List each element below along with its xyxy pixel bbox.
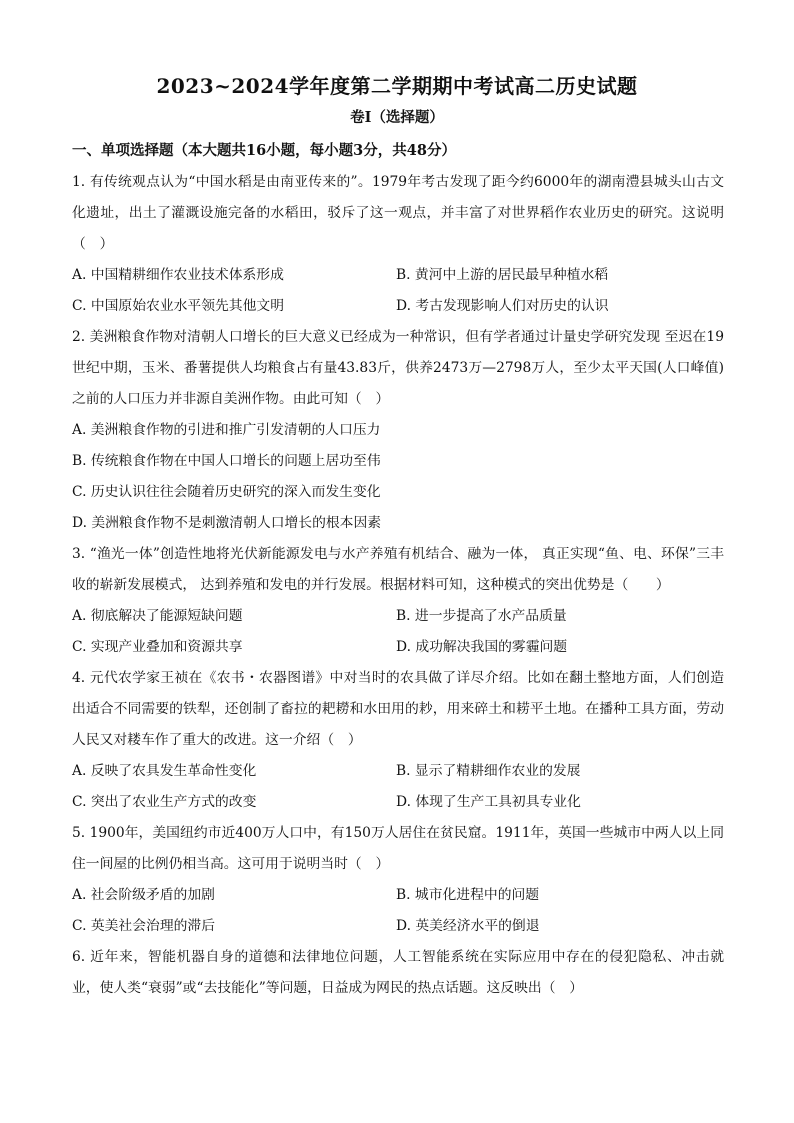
question-6	[72, 942, 724, 1004]
question-stem: 3. “渔光一体”创造性地将光伏新能源发电与水产养殖有机结合、融为一体， 真正实现“鱼、电、环保”三丰收的崭新发展模式， 达到养殖和发电的并行发展。根据材料可知，这种模式的突出优势是（ ）	[72, 546, 724, 593]
option-list	[72, 601, 724, 663]
page-title: 2023~2024学年度第二学期期中考试高二历史试题	[156, 74, 638, 98]
question-stem: 4. 元代农学家王祯在《农书・农器图谱》中对当时的农具做了详尽介绍。比如在翻土整地方面，人们创造出适合不同需要的铁犁，还创制了畜拉的耙耮和水田用的耖，用来碎土和耢平土地。在播种工具方面，劳动人民又对耧车作了重大的改进。这一介绍（ ）	[72, 670, 724, 748]
option-c: C. 英美社会治理的滞后	[72, 918, 216, 934]
option-c: C. 突出了农业生产方式的改变	[72, 794, 257, 810]
option-list	[72, 756, 724, 818]
question-4	[72, 663, 724, 818]
section-heading: 一、单项选择题（本大题共16小题，每小题3分，共48分）	[72, 142, 456, 159]
option-c: C. 历史认识往往会随着历史研究的深入而发生变化	[72, 484, 381, 500]
option-a: A. 反映了农具发生革命性变化	[72, 763, 257, 779]
option-d: D. 美洲粮食作物不是刺激清朝人口增长的根本因素	[72, 515, 382, 531]
option-c: C. 实现产业叠加和资源共享	[72, 639, 243, 655]
option-b: B. 显示了精耕细作农业的发展	[396, 763, 581, 779]
question-list	[72, 167, 724, 1004]
option-b: B. 黄河中上游的居民最早种植水稻	[396, 267, 609, 283]
question-stem: 5. 1900年，美国纽约市近400万人口中，有150万人居住在贫民窟。1911年，英国一些城市中两人以上同住一间屋的比例仍相当高。这可用于说明当时（ ）	[72, 825, 724, 872]
option-a: A. 彻底解决了能源短缺问题	[72, 608, 243, 624]
question-stem: 6. 近年来，智能机器自身的道德和法律地位问题，人工智能系统在实际应用中存在的侵犯隐私、冲击就业，使人类“衰弱”或“去技能化”等问题，日益成为网民的热点话题。这反映出（ ）	[72, 949, 724, 996]
option-d: D. 考古发现影响人们对历史的认识	[396, 298, 609, 314]
page-subtitle: 卷Ⅰ（选择题）	[350, 109, 444, 126]
option-list	[72, 260, 724, 322]
option-c: C. 中国原始农业水平领先其他文明	[72, 298, 284, 314]
option-a: A. 美洲粮食作物的引进和推广引发清朝的人口压力	[72, 422, 381, 438]
option-d: D. 体现了生产工具初具专业化	[396, 794, 581, 810]
option-b: B. 城市化进程中的问题	[396, 887, 540, 903]
question-2	[72, 322, 724, 539]
option-b: B. 传统粮食作物在中国人口增长的问题上居功至伟	[72, 453, 381, 469]
question-1	[72, 167, 724, 322]
option-list	[72, 415, 724, 539]
option-a: A. 社会阶级矛盾的加剧	[72, 887, 215, 903]
option-list	[72, 880, 724, 942]
question-stem: 1. 有传统观点认为“中国水稻是由南亚传来的”。1979年考古发现了距今约6000年的湖南澧县城头山古文化遗址，出土了灌溉设施完备的水稻田，驳斥了这一观点，并丰富了对世界稻作农业历史的研究。这说明（ ）	[72, 174, 724, 252]
option-b: B. 进一步提高了水产品质量	[396, 608, 567, 624]
question-stem: 2. 美洲粮食作物对清朝人口增长的巨大意义已经成为一种常识，但有学者通过计量史学研究发现 至迟在19世纪中期，玉米、番薯提供人均粮食占有量43.83斤，供养2473万—2798万人，至少太平天国(人口峰值)之前的人口压力并非源自美洲作物。由此可知（ ）	[72, 329, 724, 407]
question-5	[72, 818, 724, 942]
option-d: D. 英美经济水平的倒退	[396, 918, 540, 934]
option-d: D. 成功解决我国的雾霾问题	[396, 639, 568, 655]
question-3	[72, 539, 724, 663]
option-a: A. 中国精耕细作农业技术体系形成	[72, 267, 284, 283]
